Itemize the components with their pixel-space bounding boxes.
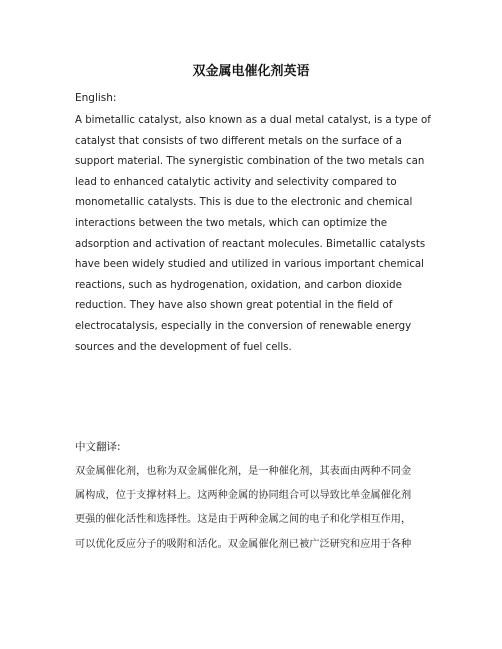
english-section-label: English:	[75, 92, 117, 104]
english-line: monometallic catalysts. This is due to the electronic and chemical	[75, 197, 413, 209]
english-line: reactions, such as hydrogenation, oxidation, and carbon dioxide	[75, 279, 402, 291]
english-line: sources and the development of fuel cells.	[75, 341, 292, 353]
english-line: support material. The synergistic combination of the two metals can	[75, 156, 425, 168]
chinese-section-label: 中文翻译:	[75, 441, 121, 453]
chinese-line: 可以优化反应分子的吸附和活化。双金属催化剂已被广泛研究和应用于各种	[75, 538, 412, 550]
english-paragraph	[75, 111, 431, 358]
english-line: electrocatalysis, especially in the conversion of renewable energy	[75, 320, 412, 332]
english-line: reduction. They have also shown great potential in the field of	[75, 300, 393, 312]
chinese-paragraph	[75, 460, 435, 557]
english-line: A bimetallic catalyst, also known as a dual metal catalyst, is a type of	[75, 115, 431, 126]
english-line: catalyst that consists of two different metals on the surface of a	[75, 135, 402, 147]
chinese-line: 双金属催化剂，也称为双金属催化剂，是一种催化剂，其表面由两种不同金	[75, 466, 412, 477]
english-line: adsorption and activation of reactant molecules. Bimetallic catalysts	[75, 238, 426, 250]
chinese-line: 属构成，位于支撑材料上。这两种金属的协同组合可以导致比单金属催化剂	[75, 490, 412, 502]
english-line: lead to enhanced catalytic activity and selectivity compared to	[75, 176, 397, 188]
english-line: have been widely studied and utilized in various important chemical	[75, 259, 424, 271]
chinese-line: 更强的催化活性和选择性。这是由于两种金属之间的电子和化学相互作用，	[75, 514, 412, 526]
english-line: interactions between the two metals, which can optimize the	[75, 217, 388, 229]
document-title: 双金属电催化剂英语	[192, 64, 310, 79]
